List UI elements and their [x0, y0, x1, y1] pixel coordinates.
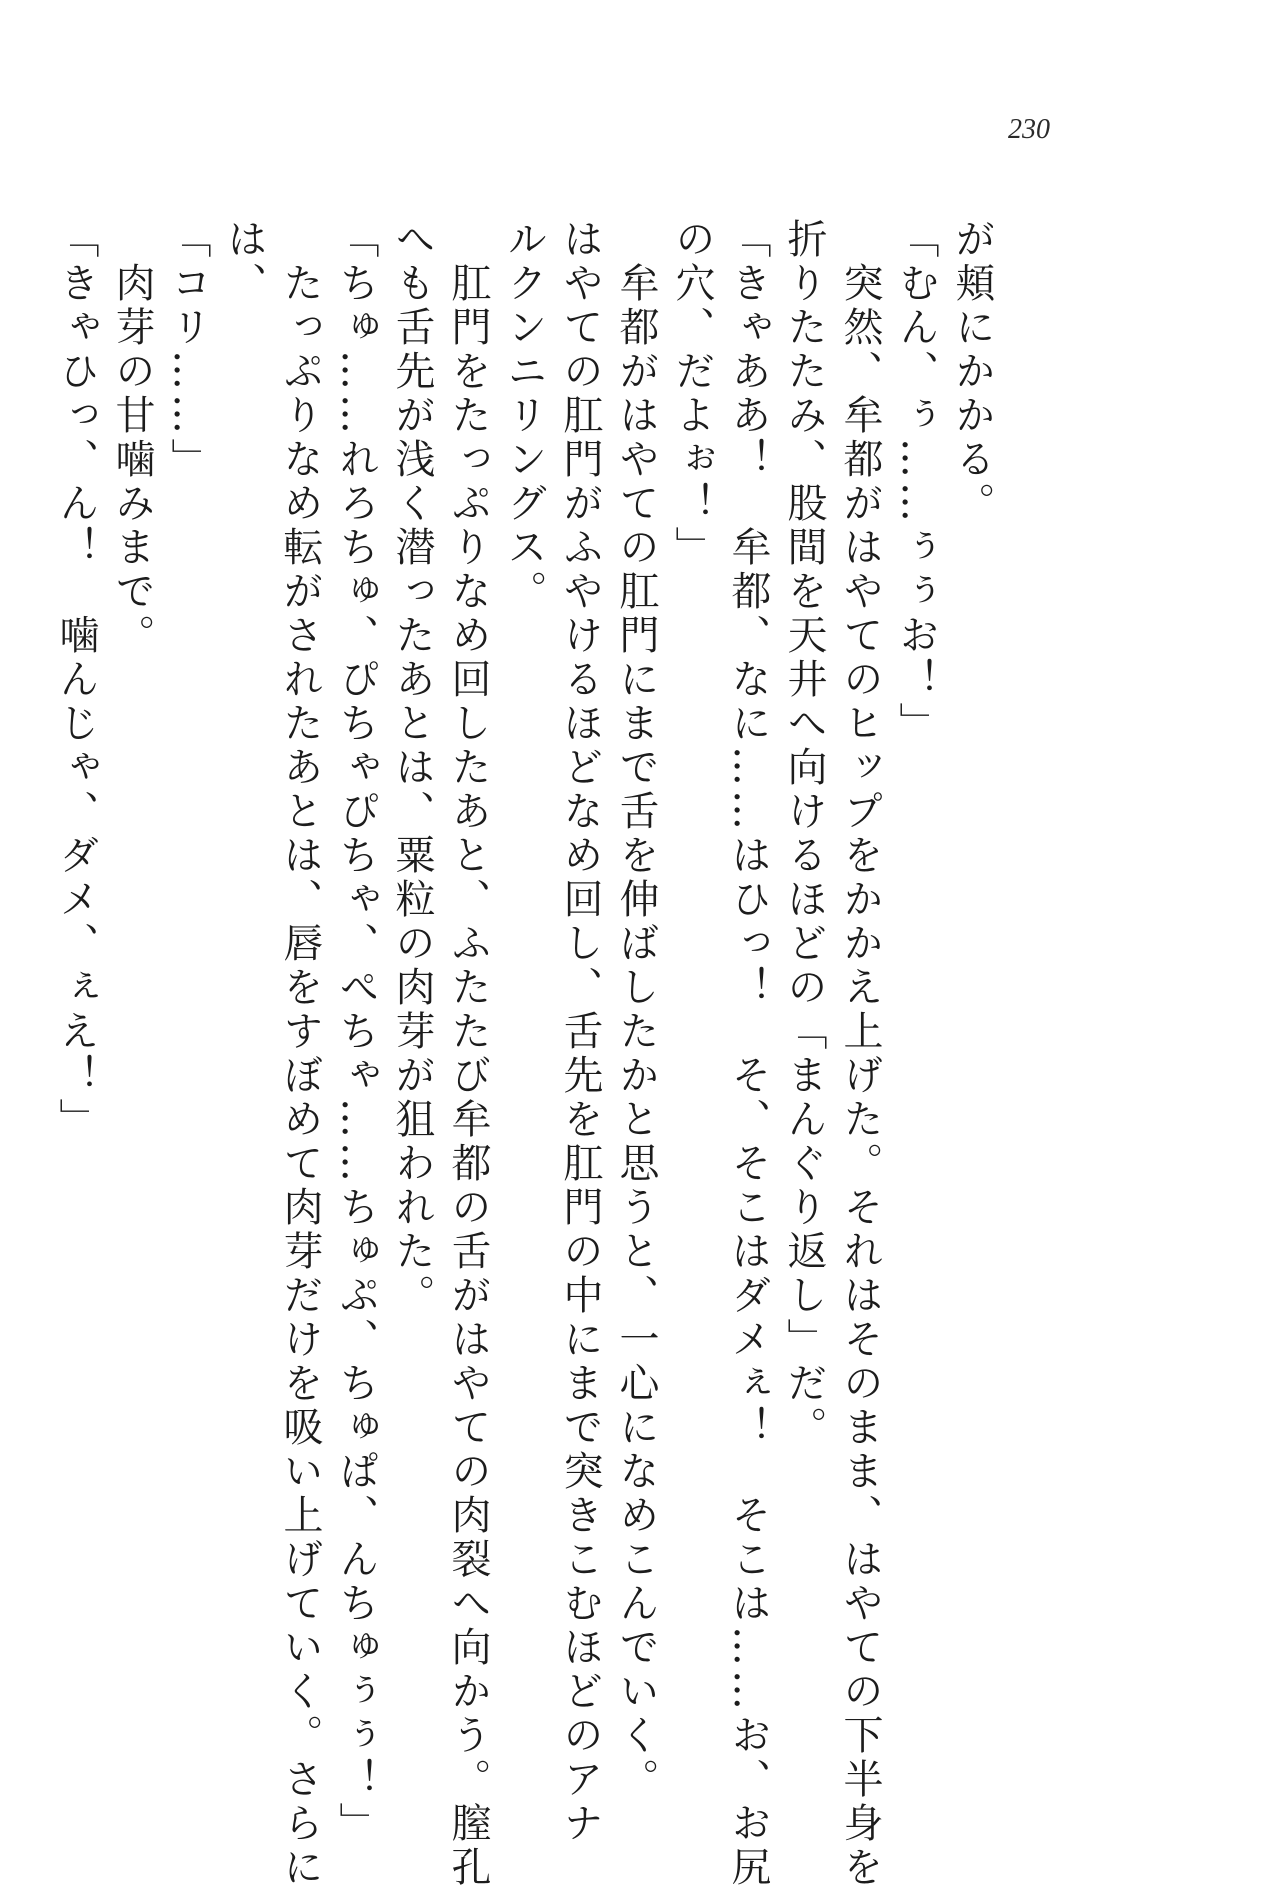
text-line: は、 — [221, 218, 267, 306]
text-line: 「きゃああ！ 牟都、なに……はひっ！ そ、そこはダメぇ！ そこは……お、お尻 — [725, 218, 771, 1890]
text-line: 肛門をたっぷりなめ回したあと、ふたたび牟都の舌がはやての肉裂へ向かう。膣孔 — [445, 218, 491, 1890]
text-line: 「コリ……」 — [165, 218, 211, 482]
text-line: ルクンニリングス。 — [501, 218, 547, 614]
text-line: 肉芽の甘噛みまで。 — [109, 218, 155, 658]
text-line: 牟都がはやての肛門にまで舌を伸ばしたかと思うと、一心になめこんでいく。 — [613, 218, 659, 1802]
text-line: 「ちゅ……れろちゅ、ぴちゃぴちゃ、ぺちゃ……ちゅぷ、ちゅぱ、んちゅぅぅ！」 — [333, 218, 379, 1846]
text-line: たっぷりなめ転がされたあとは、唇をすぼめて肉芽だけを吸い上げていく。さらに — [277, 218, 323, 1890]
text-line: 突然、牟都がはやてのヒップをかかえ上げた。それはそのまま、はやての下半身を — [837, 218, 883, 1890]
page-number: 230 — [1008, 114, 1050, 145]
text-line: 折りたたみ、股間を天井へ向けるほどの「まんぐり返し」だ。 — [781, 218, 827, 1450]
text-line: が頬にかかる。 — [949, 218, 995, 526]
text-line: の穴、だよぉ！」 — [669, 218, 715, 570]
text-line: はやての肛門がふやけるほどなめ回し、舌先を肛門の中にまで突きこむほどのアナ — [557, 218, 603, 1846]
text-line: 「むん、ぅ……ぅぅお！」 — [893, 218, 939, 746]
text-line: へも舌先が浅く潜ったあとは、粟粒の肉芽が狙われた。 — [389, 218, 435, 1318]
text-line: 「きゃひっ、ん！ 噛んじゃ、ダメ、ぇえ！」 — [53, 218, 99, 1142]
vertical-text-block — [53, 218, 1000, 1890]
